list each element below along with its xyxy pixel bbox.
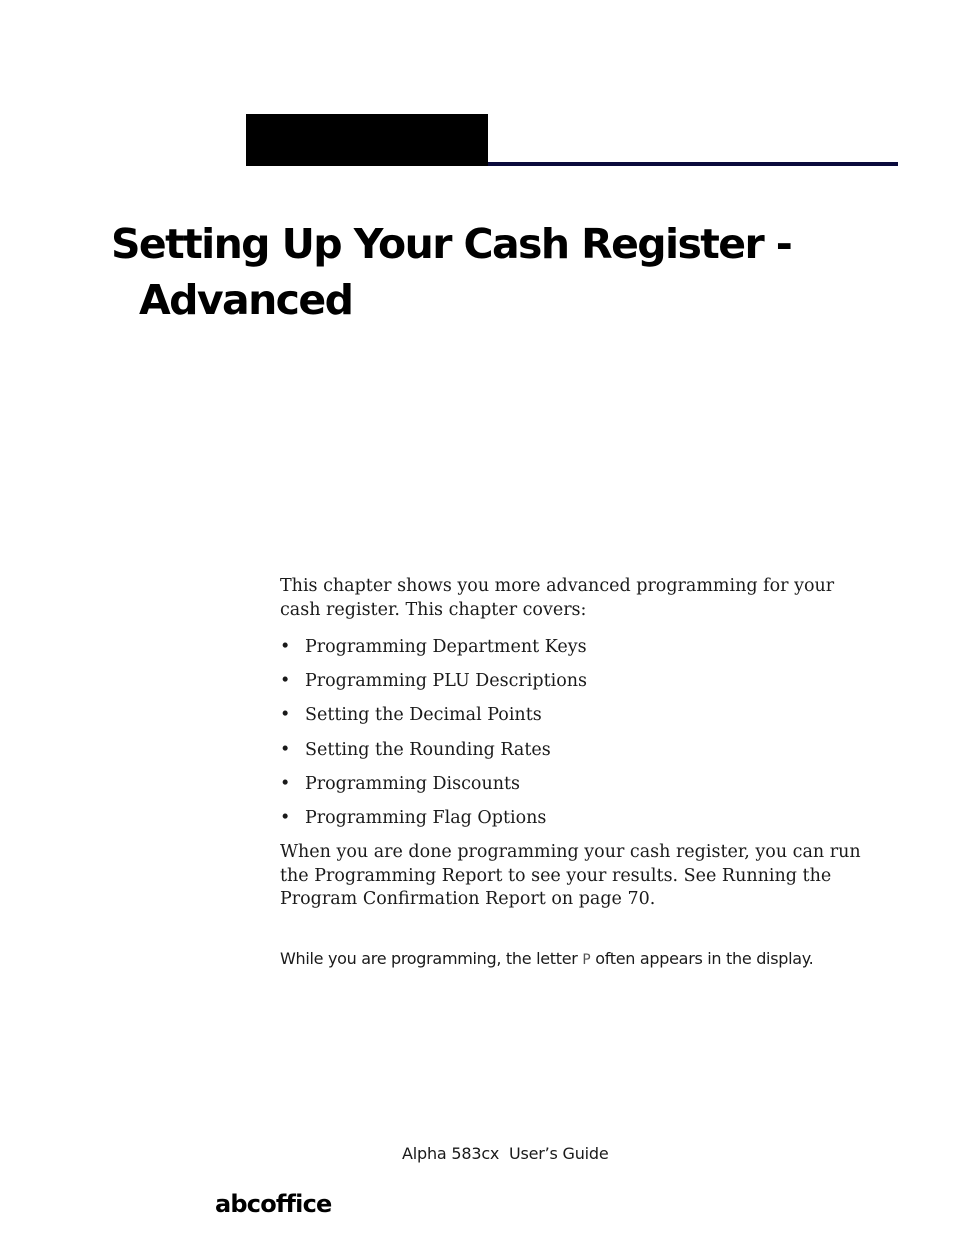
list-item <box>280 773 870 807</box>
chapter-header-rule <box>488 162 898 166</box>
bullet-icon: • <box>280 705 291 726</box>
bullet-icon: • <box>280 807 291 828</box>
list-item-text: Programming Department Keys <box>305 637 587 657</box>
intro-paragraph: This chapter shows you more advanced programming for your cash register. This chapter covers: <box>280 576 835 620</box>
chapter-title-line-2: Advanced <box>139 276 353 324</box>
note-text-after: often appears in the display. <box>590 949 814 968</box>
bullet-icon: • <box>280 637 291 657</box>
list-item-text: Setting the Decimal Points <box>305 705 542 726</box>
display-letter-code: P <box>582 952 591 968</box>
list-item <box>280 739 870 773</box>
outro-paragraph: When you are done programming your cash register, you can run the Programming Report to see your results. See Running the Program Confirmation Report on page 70. <box>280 842 861 909</box>
list-item <box>280 670 870 704</box>
brand-logo: abcoffice <box>215 1190 332 1218</box>
bullet-icon: • <box>280 773 291 794</box>
chapter-title-line-1: Setting Up Your Cash Register - <box>111 220 792 268</box>
note-paragraph <box>280 948 920 971</box>
list-item <box>280 636 870 670</box>
list-item <box>280 704 870 738</box>
bullet-icon: • <box>280 671 291 692</box>
note-text-before: While you are programming, the letter <box>280 949 583 968</box>
chapter-title <box>111 216 891 328</box>
footer-guide-title: Alpha 583cx User’s Guide <box>402 1144 609 1163</box>
list-item-text: Programming PLU Descriptions <box>305 671 587 692</box>
topic-list <box>280 636 870 841</box>
list-item-text: Setting the Rounding Rates <box>305 739 551 760</box>
list-item-text: Programming Discounts <box>305 773 520 794</box>
list-item <box>280 807 870 841</box>
list-item-text: Programming Flag Options <box>305 807 547 828</box>
bullet-icon: • <box>280 739 291 760</box>
chapter-header-block <box>246 114 488 166</box>
